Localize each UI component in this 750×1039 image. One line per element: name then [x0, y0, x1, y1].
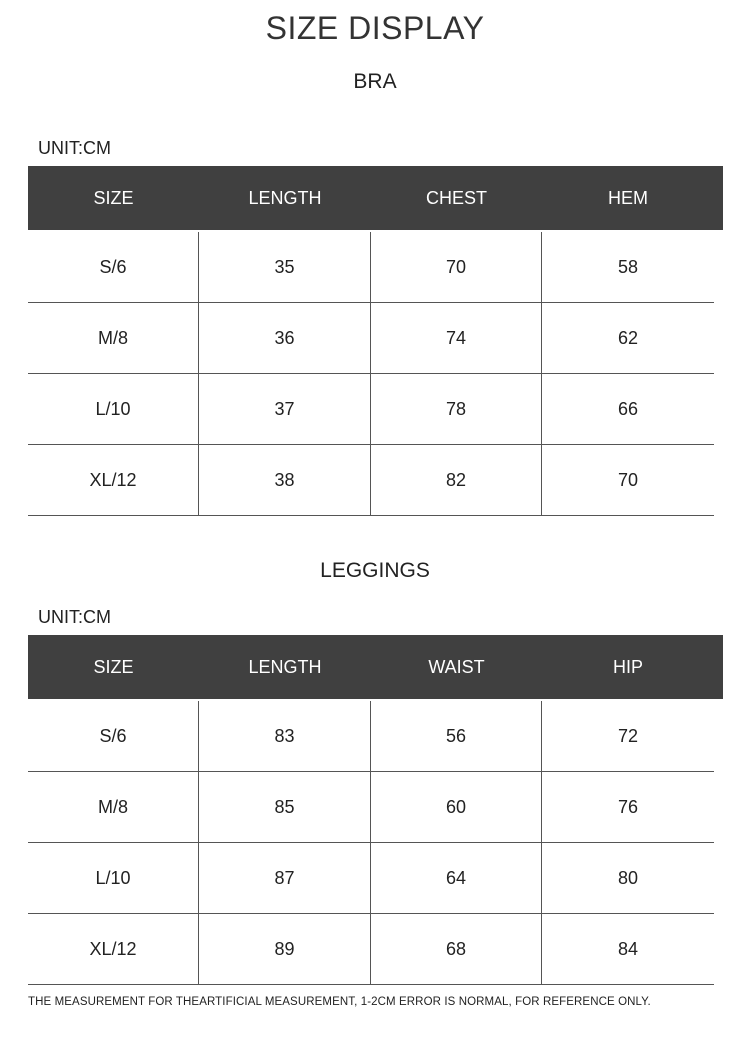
bra-header-size: SIZE	[93, 187, 134, 208]
bra-section-title: BRA	[353, 70, 397, 93]
chest-cell: 78	[371, 374, 542, 444]
length-cell: 38	[199, 445, 371, 515]
leggings-header-length: LENGTH	[248, 656, 322, 677]
table-row	[28, 914, 714, 985]
table-row	[28, 303, 714, 374]
chest-cell: 70	[371, 232, 542, 302]
leggings-size-table	[28, 635, 723, 985]
waist-cell: 56	[371, 701, 542, 771]
bra-unit-label: UNIT:CM	[38, 138, 111, 158]
leggings-table-body	[28, 701, 714, 985]
length-cell: 37	[199, 374, 371, 444]
chest-cell: 74	[371, 303, 542, 373]
waist-cell: 68	[371, 914, 542, 984]
size-cell: L/10	[28, 843, 199, 913]
hip-cell: 72	[617, 725, 639, 746]
bra-table-header	[28, 166, 723, 230]
size-cell: M/8	[28, 303, 199, 373]
hem-cell: 58	[617, 256, 639, 277]
table-row	[28, 445, 714, 516]
page-title: SIZE DISPLAY	[265, 10, 485, 46]
bra-size-table	[28, 166, 723, 516]
leggings-header-hip: HIP	[612, 656, 643, 677]
table-row	[28, 772, 714, 843]
table-row	[28, 374, 714, 445]
hip-cell: 84	[617, 938, 639, 959]
size-cell: S/6	[28, 701, 199, 771]
table-row	[28, 232, 714, 303]
length-cell: 89	[199, 914, 371, 984]
bra-header-hem: HEM	[608, 187, 648, 208]
table-row	[28, 701, 714, 772]
length-cell: 36	[199, 303, 371, 373]
hem-cell: 70	[617, 469, 639, 490]
size-cell: L/10	[28, 374, 199, 444]
table-row	[28, 843, 714, 914]
hem-cell: 66	[617, 398, 639, 419]
leggings-header-size: SIZE	[93, 656, 134, 677]
leggings-table-header	[28, 635, 723, 699]
chest-cell: 82	[371, 445, 542, 515]
leggings-unit-label: UNIT:CM	[38, 607, 111, 627]
size-cell: XL/12	[28, 445, 199, 515]
bra-table-body	[28, 232, 714, 516]
hip-cell: 80	[617, 867, 639, 888]
length-cell: 85	[199, 772, 371, 842]
size-cell: S/6	[28, 232, 199, 302]
leggings-section-title: LEGGINGS	[320, 559, 430, 582]
length-cell: 83	[199, 701, 371, 771]
measurement-footnote: THE MEASUREMENT FOR THEARTIFICIAL MEASUREMENT, 1-2CM ERROR IS NORMAL, FOR REFERENCE ONLY.	[28, 996, 651, 1008]
hip-cell: 76	[617, 796, 639, 817]
size-cell: XL/12	[28, 914, 199, 984]
waist-cell: 64	[371, 843, 542, 913]
bra-header-chest: CHEST	[425, 187, 487, 208]
length-cell: 35	[199, 232, 371, 302]
hem-cell: 62	[617, 327, 639, 348]
length-cell: 87	[199, 843, 371, 913]
size-cell: M/8	[28, 772, 199, 842]
leggings-header-waist: WAIST	[428, 656, 485, 677]
bra-header-length: LENGTH	[248, 187, 322, 208]
waist-cell: 60	[371, 772, 542, 842]
